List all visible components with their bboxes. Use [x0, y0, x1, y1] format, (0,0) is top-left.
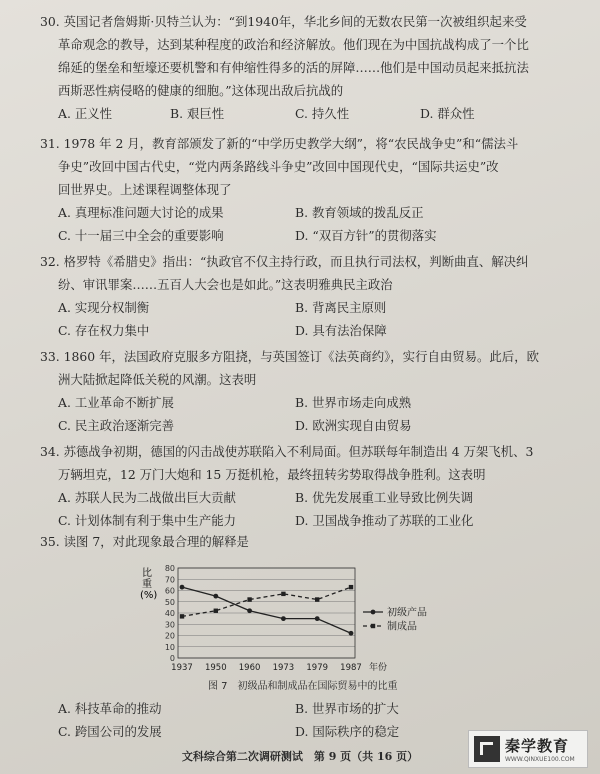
- q34-options-row-1: [40, 486, 585, 509]
- q32-option-d[interactable]: D. 具有法治保障: [295, 323, 387, 338]
- legend-label: 初级产品: [387, 607, 427, 619]
- data-point: [281, 592, 285, 596]
- legend-marker: [371, 624, 375, 628]
- y-tick-label: 70: [164, 575, 175, 585]
- x-axis-label: 年份: [369, 663, 388, 673]
- q35-options-row-1: [40, 697, 585, 720]
- q30-option-a[interactable]: A. 正义性: [58, 106, 112, 121]
- y-tick-label: 10: [164, 642, 175, 652]
- data-point: [349, 631, 354, 636]
- data-point: [315, 597, 319, 601]
- y-tick-label: 40: [164, 609, 175, 618]
- figure-caption: 图 7 初级品和制成品在国际贸易中的比重: [208, 681, 398, 692]
- q31-option-c[interactable]: C. 十一届三中全会的重要影响: [58, 228, 224, 243]
- q33-option-d[interactable]: D. 欧洲实现自由贸易: [295, 418, 412, 433]
- x-tick-label: 1950: [204, 663, 227, 673]
- q31-line-1: 31. 1978 年 2 月，教育部颁发了新的“中学历史教学大纲”，将“农民战争史”和“儒法斗: [40, 136, 519, 151]
- q31-option-a[interactable]: A. 真理标准问题大讨论的成果: [58, 205, 224, 220]
- y-tick-label: 50: [164, 597, 175, 607]
- data-point: [247, 597, 251, 601]
- legend-label: 制成品: [387, 621, 417, 633]
- y-axis-label-part-3: (%): [140, 590, 158, 601]
- q35-option-c[interactable]: C. 跨国公司的发展: [58, 724, 162, 739]
- series-line-1: [182, 587, 351, 633]
- q34-line-1: 34. 苏德战争初期，德国的闪击战使苏联陷入不利局面。但苏联每年制造出 4 万架飞机、3: [40, 444, 534, 459]
- question-32: [40, 250, 585, 342]
- x-tick-label: 1937: [171, 663, 193, 673]
- q31-option-b[interactable]: B. 教育领域的拨乱反正: [295, 205, 424, 220]
- q34-options-row-2: [40, 509, 585, 532]
- q33-option-b[interactable]: B. 世界市场走向成熟: [295, 395, 412, 410]
- q30-option-b[interactable]: B. 艰巨性: [170, 106, 225, 121]
- q30-line-2: 革命观念的教导，达到某种程度的政治和经济解放。他们现在为中国抗战构成了一个比: [58, 37, 529, 52]
- data-point: [180, 614, 184, 618]
- q34-line-2: 万辆坦克，12 万门大炮和 15 万挺机枪，最终扭转劣势取得战争胜利。这表明: [58, 467, 486, 482]
- x-tick-label: 1987: [340, 663, 362, 673]
- y-tick-label: 60: [164, 586, 175, 596]
- data-point: [247, 608, 252, 613]
- q31-options-row-2: [40, 224, 585, 247]
- question-33: [40, 345, 585, 437]
- q30-option-d[interactable]: D. 群众性: [420, 106, 475, 121]
- y-tick-label: 30: [164, 620, 175, 630]
- q34-option-c[interactable]: C. 计划体制有利于集中生产能力: [58, 513, 236, 528]
- line-chart: [140, 562, 440, 677]
- page-footer: 文科综合第二次调研测试 第 9 页（共 16 页）: [181, 750, 419, 763]
- q35-option-b[interactable]: B. 世界市场的扩大: [295, 701, 399, 716]
- x-tick-label: 1979: [306, 663, 329, 673]
- data-point: [214, 609, 218, 613]
- qinxue-logo-icon: [474, 736, 500, 762]
- q33-option-c[interactable]: C. 民主政治逐渐完善: [58, 418, 175, 433]
- q31-line-3: 回世界史。上述课程调整体现了: [58, 182, 232, 197]
- q35-option-a[interactable]: A. 科技革命的推动: [58, 701, 162, 716]
- q35-option-d[interactable]: D. 国际秩序的稳定: [295, 724, 400, 739]
- watermark-text: [505, 735, 575, 763]
- q33-line-2: 洲大陆掀起降低关税的风潮。这表明: [58, 372, 257, 387]
- q31-option-d[interactable]: D. “双百方针”的贯彻落实: [295, 228, 437, 243]
- q30-line-1: 30. 英国记者詹姆斯·贝特兰认为：“到1940年，华北乡间的无数农民第一次被组织起来受: [40, 14, 527, 29]
- data-point: [180, 585, 185, 590]
- q32-line-1: 32. 格罗特《希腊史》指出：“执政官不仅主持行政，而且执行司法权，判断曲直、解决纠: [40, 254, 529, 269]
- q34-option-a[interactable]: A. 苏联人民为二战做出巨大贡献: [58, 490, 236, 505]
- question-31: [40, 132, 585, 247]
- q33-options-row-1: [40, 391, 585, 414]
- q32-line-2: 纷、审讯罪案……五百人大会也是如此。”这表明雅典民主政治: [58, 277, 393, 292]
- watermark-logo: [468, 730, 588, 768]
- q30-line-3: 绵延的堡垒和堑壕还要机警和有伸缩性得多的活的屏障……他们是中国动员起来抵抗法: [58, 60, 529, 75]
- legend-marker: [371, 610, 376, 615]
- q33-options-row-2: [40, 414, 585, 437]
- x-tick-label: 1973: [272, 663, 295, 673]
- q31-line-2: 争史”改回中国古代史，“党内两条路线斗争史”改回中国现代史，“国际共运史”改: [58, 159, 499, 174]
- q34-option-b[interactable]: B. 优先发展重工业导致比例失调: [295, 490, 474, 505]
- y-axis-label-part-1: 比: [142, 568, 152, 579]
- x-tick-label: 1960: [238, 663, 261, 673]
- watermark-name: 秦学教育: [505, 737, 570, 755]
- q32-option-b[interactable]: B. 背离民主原则: [295, 300, 387, 315]
- data-point: [315, 616, 320, 621]
- q32-options-row-1: [40, 296, 585, 319]
- data-point: [213, 594, 218, 599]
- y-tick-label: 0: [169, 654, 175, 663]
- y-tick-label: 20: [164, 631, 175, 641]
- q35-line-1: 35. 读图 7，对此现象最合理的解释是: [40, 534, 249, 549]
- q30-options: [40, 102, 585, 125]
- question-30: [40, 10, 585, 125]
- q30-line-4: 西斯恶性病侵略的健康的细胞。”这体现出敌后抗战的: [58, 83, 344, 98]
- q30-option-c[interactable]: C. 持久性: [295, 106, 350, 121]
- q34-option-d[interactable]: D. 卫国战争推动了苏联的工业化: [295, 513, 474, 528]
- y-axis-label-part-2: 重: [142, 579, 152, 590]
- data-point: [281, 616, 286, 621]
- y-tick-label: 80: [164, 564, 175, 573]
- question-35: [40, 530, 585, 553]
- q33-option-a[interactable]: A. 工业革命不断扩展: [58, 395, 174, 410]
- q32-option-c[interactable]: C. 存在权力集中: [58, 323, 150, 338]
- q33-line-1: 33. 1860 年，法国政府克服多方阻挠，与英国签订《法英商约》，实行自由贸易。此后，欧: [40, 349, 539, 364]
- y-axis-label: [140, 566, 157, 601]
- q32-options-row-2: [40, 319, 585, 342]
- data-point: [349, 585, 353, 589]
- q31-options-row-1: [40, 201, 585, 224]
- watermark-url: WWW.QINXUE100.COM: [505, 756, 575, 763]
- question-34: [40, 440, 585, 532]
- q32-option-a[interactable]: A. 实现分权制衡: [58, 300, 150, 315]
